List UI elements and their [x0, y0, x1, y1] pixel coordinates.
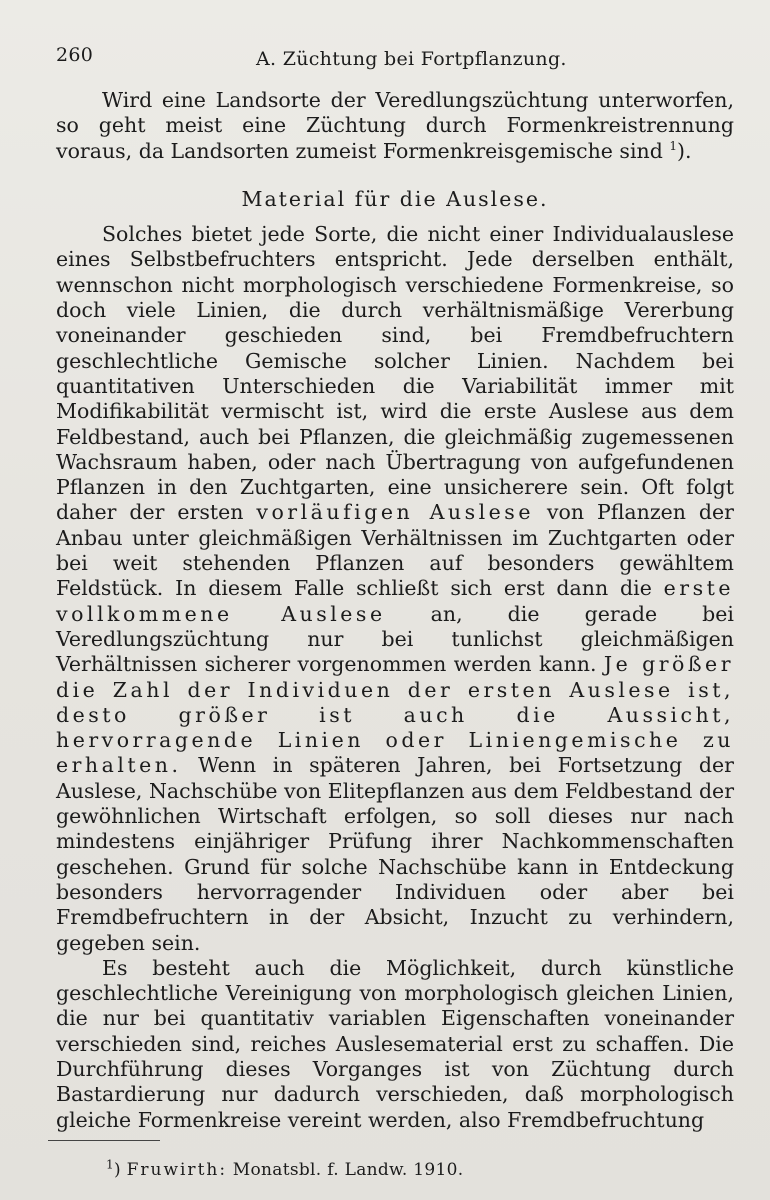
- p2-a: Solches bietet jede Sorte, die nicht einer Individualauslese eines Selbstbefruchters entspricht. Jede derselben enthält, wennschon nicht morphologisch verschiedene Formenkreise, so doch viele Linien, die durch verhältnismäßige Vererbung voneinander geschieden sind, bei Fremdbefruchtern geschlechtliche Gemische solcher Linien. Nachdem bei quantitativen Unterschieden die Variabilität immer mit Modifikabilität vermischt ist, wird die erste Auslese aus dem Feldbestand, auch bei Pflanzen, die gleichmäßig zugemessenen Wachsraum haben, oder nach Übertragung von aufgefundenen Pflanzen in den Zuchtgarten, eine unsicherere sein. Oft folgt daher der ersten: [56, 222, 734, 525]
- footnote: $^1$) Fruwirth: Monatsbl. f. Landw. 1910.: [106, 1157, 464, 1180]
- footnote-divider: [48, 1140, 160, 1141]
- body-text: [56, 88, 734, 1133]
- p2-emphasis-zahl: Je größer die Zahl der Individuen der ersten Auslese ist, desto größer ist auch die Aussicht, hervorragende Linien oder Liniengemische zu erhalten.: [56, 652, 734, 778]
- footnote-text: Monatsbl. f. Landw. 1910.: [232, 1160, 464, 1180]
- p2-g: Wenn in späteren Jahren, bei Fortsetzung der Auslese, Nachschübe von Elitepflanzen aus dem Feldbestand der gewöhnlichen Wirtschaft erfolgen, so soll dieses nur nach mindestens einjähriger Prüfung ihrer Nachkommenschaften geschehen. Grund für solche Nachschübe kann in Entdeckung besonders hervorragender Individuen oder aber bei Fremdbefruchtern in der Absicht, Inzucht zu verhindern, gegeben sein.: [56, 753, 734, 955]
- page-number: 260: [56, 44, 94, 66]
- p2-c: von Pflanzen der Anbau unter gleichmäßigen Verhältnissen im Zuchtgarten oder bei weit stehenden Pflanzen auf besonders gewähltem Feldstück. In diesem Falle schließt sich erst dann die: [56, 500, 734, 601]
- intro-text: Wird eine Landsorte der Veredlungszüchtung unterworfen, so geht meist eine Züchtung durch Formenkreistrennung voraus, da Landsorten zumeist Formenkreisgemische sind: [56, 88, 734, 163]
- p2-e: an, die gerade bei Veredlungszüchtung nur bei tunlichst gleichmäßigen Verhältnissen sicherer vorgenommen werden kann.: [56, 601, 734, 677]
- footnote-author: Fruwirth:: [126, 1160, 228, 1180]
- footnote-mark: 1: [106, 1157, 114, 1172]
- running-head: A. Züchtung bei Fortpflanzung.: [256, 48, 567, 70]
- intro-paragraph: [56, 88, 734, 164]
- section-title: Material für die Auslese.: [241, 186, 549, 211]
- footnote-reference: 1: [669, 138, 678, 153]
- p2-emphasis-vorlaeufig: vorläufigen Auslese: [256, 500, 534, 525]
- p2-emphasis-vollkommen: erste vollkommene Auslese: [56, 576, 734, 626]
- page-header: [56, 44, 736, 74]
- paragraph-kreuzung: Es besteht auch die Möglichkeit, durch künstliche geschlechtliche Vereinigung von morphologisch gleichen Linien, die nur bei quantitativ variablen Eigenschaften voneinander verschieden sind, reiches Auslesematerial erst zu schaffen. Die Durchführung dieses Vorganges ist von Züchtung durch Bastardierung nur dadurch verschieden, daß morphologisch gleiche Formenkreise vereint werden, also Fremdbefruchtung: [56, 955, 734, 1132]
- paragraph-material: [56, 222, 734, 956]
- intro-end: ).: [677, 138, 692, 163]
